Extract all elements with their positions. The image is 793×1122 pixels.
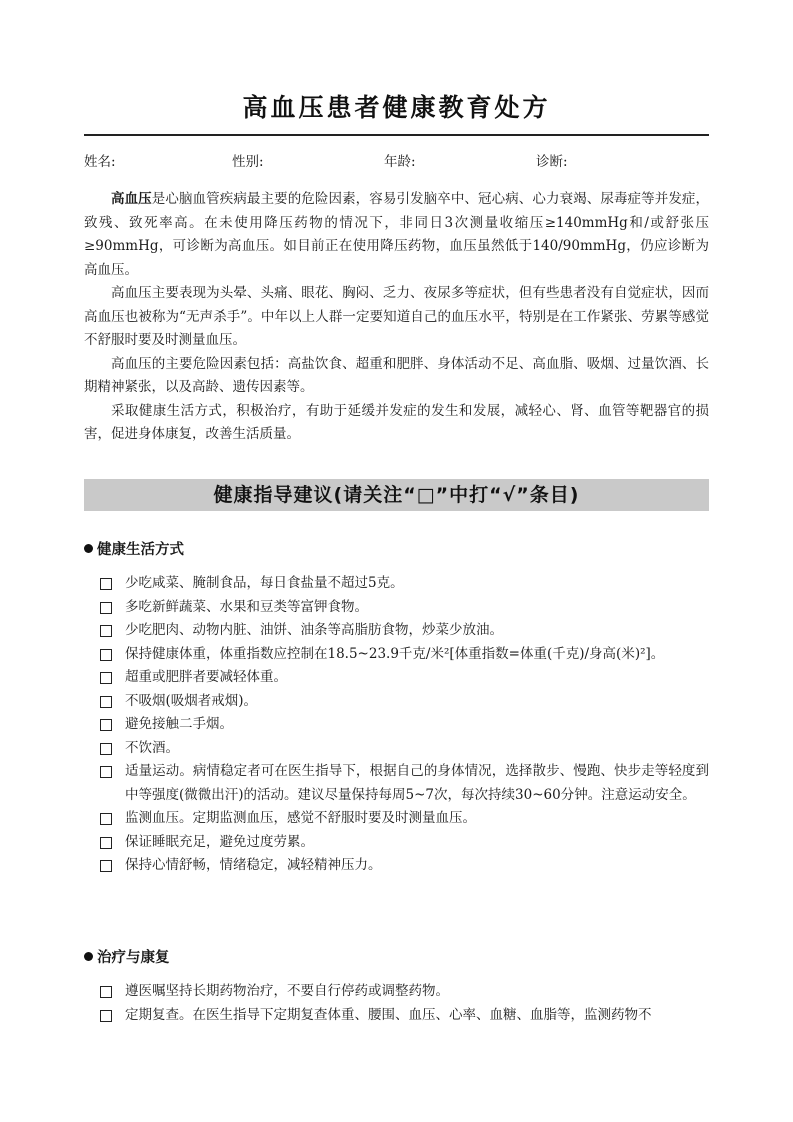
checkbox[interactable] [100, 649, 112, 661]
list-item-text: 避免接触二手烟。 [125, 716, 233, 732]
intro-term: 高血压 [111, 191, 152, 207]
guidance-banner: 健康指导建议(请关注“□”中打“√”条目) [84, 479, 709, 511]
checkbox[interactable] [100, 837, 112, 849]
list-item [100, 737, 709, 761]
checkbox[interactable] [100, 625, 112, 637]
list-item [100, 713, 709, 737]
list-item-text: 保持健康体重，体重指数应控制在18.5~23.9千克/米²[体重指数=体重(千克)/身高(米)²]。 [125, 645, 665, 662]
section-heading-lifestyle-text: 健康生活方式 [97, 542, 184, 558]
list-item-text: 遵医嘱坚持长期药物治疗，不要自行停药或调整药物。 [125, 983, 449, 999]
list-item-text: 超重或肥胖者要减轻体重。 [125, 669, 287, 685]
section-heading-treatment [84, 946, 170, 967]
checkbox[interactable] [100, 578, 112, 590]
list-item [100, 596, 709, 620]
intro-paragraph-2: 高血压主要表现为头晕、头痛、眼花、胸闷、乏力、夜尿多等症状，但有些患者没有自觉症状，因而高血压也被称为“无声杀手”。中年以上人群一定要知道自己的血压水平，特别是在工作紧张、劳累等感觉不舒服时要及时测量血压。 [84, 285, 709, 348]
list-item-text: 不吸烟(吸烟者戒烟)。 [125, 692, 258, 709]
title-divider [84, 134, 709, 136]
list-item [100, 666, 709, 690]
intro-text [84, 188, 709, 447]
age-field-label: 年龄: [384, 154, 416, 170]
list-item-text: 少吃咸菜、腌制食品，每日食盐量不超过5克。 [125, 575, 404, 591]
checkbox[interactable] [100, 602, 112, 614]
page-title: 高血压患者健康教育处方 [242, 93, 551, 122]
intro-paragraph-3: 高血压的主要危险因素包括：高盐饮食、超重和肥胖、身体活动不足、高血脂、吸烟、过量饮酒、长期精神紧张，以及高龄、遗传因素等。 [84, 355, 709, 395]
checkbox[interactable] [100, 1010, 112, 1022]
list-item [100, 690, 709, 714]
diagnosis-field-label: 诊断: [536, 154, 568, 170]
intro-paragraph-4: 采取健康生活方式，积极治疗，有助于延缓并发症的发生和发展，减轻心、肾、血管等靶器官的损害，促进身体康复，改善生活质量。 [84, 402, 709, 442]
list-item [100, 807, 709, 831]
list-item-text: 多吃新鲜蔬菜、水果和豆类等富钾食物。 [125, 598, 368, 615]
patient-info-row [84, 150, 709, 170]
list-item [100, 760, 709, 807]
treatment-checklist [100, 980, 709, 1027]
list-item [100, 854, 709, 878]
list-item [100, 619, 709, 643]
section-heading-treatment-text: 治疗与康复 [97, 950, 170, 966]
intro-paragraph-1 [84, 188, 709, 282]
list-item-text: 不饮酒。 [125, 739, 179, 756]
list-item [100, 572, 709, 596]
list-item [100, 831, 709, 855]
section-heading-lifestyle [84, 538, 184, 559]
checkbox[interactable] [100, 860, 112, 872]
name-field-label: 姓名: [84, 154, 116, 170]
checkbox[interactable] [100, 743, 112, 755]
bullet-dot-icon [84, 952, 93, 961]
list-item [100, 643, 709, 667]
list-item-text: 保证睡眠充足，避免过度劳累。 [125, 833, 314, 850]
intro-paragraph-1-text: 是心脑血管疾病最主要的危险因素，容易引发脑卒中、冠心病、心力衰竭、尿毒症等并发症，致残、致死率高。在未使用降压药物的情况下，非同日3次测量收缩压≥140mmHg和/或舒张压≥90mmHg，可诊断为高血压。如目前正在使用降压药物，血压虽然低于140/90mmHg，仍应诊断为高血压。 [84, 191, 710, 278]
lifestyle-checklist [100, 572, 709, 878]
list-item-text: 定期复查。在医生指导下定期复查体重、腰围、血压、心率、血糖、血脂等，监测药物不 [125, 1006, 652, 1023]
checkbox[interactable] [100, 986, 112, 998]
gender-field-label: 性别: [232, 154, 264, 170]
list-item [100, 1004, 709, 1028]
checkbox[interactable] [100, 672, 112, 684]
list-item-text: 保持心情舒畅，情绪稳定，减轻精神压力。 [125, 857, 382, 873]
list-item-text: 适量运动。病情稳定者可在医生指导下，根据自己的身体情况，选择散步、慢跑、快步走等轻度到中等强度(微微出汗)的活动。建议尽量保持每周5~7次，每次持续30~60分钟。注意运动安全。 [125, 763, 709, 803]
checkbox[interactable] [100, 719, 112, 731]
list-item-text: 少吃肥肉、动物内脏、油饼、油条等高脂肪食物，炒菜少放油。 [125, 622, 503, 638]
list-item [100, 980, 709, 1004]
checkbox[interactable] [100, 813, 112, 825]
checkbox[interactable] [100, 696, 112, 708]
checkbox[interactable] [100, 766, 112, 778]
bullet-dot-icon [84, 544, 93, 553]
list-item-text: 监测血压。定期监测血压，感觉不舒服时要及时测量血压。 [125, 810, 476, 826]
